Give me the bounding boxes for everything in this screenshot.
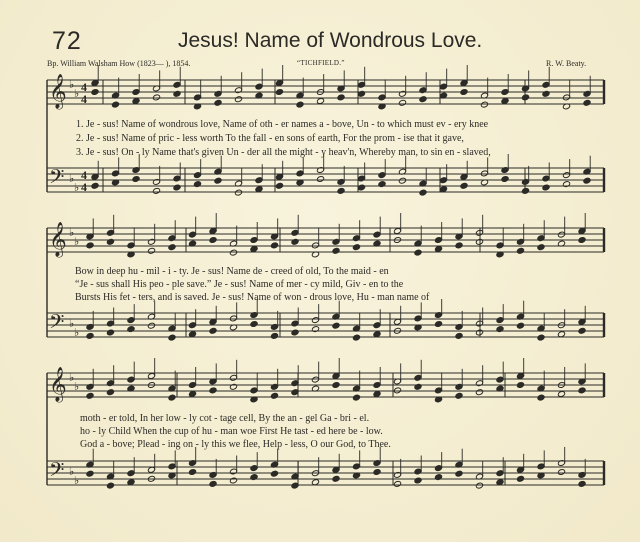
note-head: [537, 244, 545, 251]
note-head: [188, 469, 196, 476]
note-head: [434, 474, 442, 481]
note-head: [516, 382, 524, 389]
note-head: [234, 189, 242, 196]
flat-sign-icon: ♭: [69, 372, 75, 384]
note-head: [234, 96, 242, 103]
note-head: [414, 249, 422, 256]
note-head: [209, 237, 217, 244]
note-head: [373, 391, 381, 398]
note-head: [419, 189, 427, 196]
note-head: [229, 383, 237, 390]
lyric-line-verse-2: ho - ly Child When the cup of hu - man woe First He tast - ed here be - low.: [80, 426, 383, 437]
note-head: [583, 177, 591, 184]
note-head: [275, 89, 283, 96]
note-head: [316, 98, 324, 105]
note-head: [455, 392, 463, 399]
note-head: [578, 237, 586, 244]
note-head: [152, 187, 160, 194]
note-head: [332, 322, 340, 329]
note-head: [414, 477, 422, 484]
time-signature-top: 4: [81, 80, 87, 94]
note-head: [214, 177, 222, 184]
lyric-line-verse-1: 1. Je - sus! Name of wondrous love, Name of oth - er names a - bove, Un - to which must ev - ery knee: [76, 119, 489, 130]
note-head: [521, 187, 529, 194]
note-head: [475, 389, 483, 396]
note-head: [516, 247, 524, 254]
note-head: [578, 327, 586, 334]
note-head: [542, 90, 550, 97]
lyric-line-verse-2: “Je - sus shall His peo - ple save.” Je - sus! Name of mer - cy mild, Giv - en to the: [75, 279, 404, 290]
note-head: [127, 326, 135, 333]
note-head: [352, 244, 360, 251]
note-head: [516, 322, 524, 329]
flat-sign-icon: ♭: [74, 236, 80, 248]
note-head: [270, 242, 278, 249]
note-head: [501, 176, 509, 183]
note-head: [583, 99, 591, 106]
note-head: [352, 394, 360, 401]
note-head: [460, 182, 468, 189]
hymn-title: Jesus! Name of Wondrous Love.: [178, 29, 483, 52]
bass-clef-icon: 𝄢: [49, 165, 65, 193]
flat-sign-icon: ♭: [74, 475, 80, 487]
note-head: [291, 482, 299, 489]
note-head: [173, 184, 181, 191]
note-head: [188, 391, 196, 398]
treble-clef-icon: 𝄞: [49, 367, 67, 402]
note-head: [460, 89, 468, 96]
note-head: [557, 391, 565, 398]
note-head: [393, 387, 401, 394]
lyric-line-verse-1: moth - er told, In her low - ly cot - tage cell, By the an - gel Ga - bri - el.: [80, 413, 370, 424]
note-head: [270, 332, 278, 339]
note-head: [86, 242, 94, 249]
lyric-line-verse-3: God a - bove; Plead - ing on - ly this we flee, Help - less, O our God, to Thee.: [80, 439, 391, 450]
note-head: [91, 182, 99, 189]
treble-clef-icon: 𝄞: [49, 222, 67, 257]
note-head: [106, 389, 114, 396]
note-head: [352, 334, 360, 341]
note-head: [557, 469, 565, 476]
note-head: [332, 382, 340, 389]
note-head: [542, 184, 550, 191]
note-head: [168, 244, 176, 251]
treble-clef-icon: 𝄞: [49, 74, 67, 109]
note-head: [378, 181, 386, 188]
note-head: [537, 394, 545, 401]
note-head: [270, 392, 278, 399]
note-head: [480, 101, 488, 108]
note-head: [193, 181, 201, 188]
note-head: [455, 470, 463, 477]
note-head: [296, 101, 304, 108]
note-head: [316, 176, 324, 183]
lyric-line-verse-3: Bursts His fet - ters, and is saved. Je - sus! Name of won - drous love, Hu - man name of: [75, 292, 430, 303]
note-head: [393, 480, 401, 487]
lyric-line-verse-3: 3. Je - sus! On - ly Name that's given Un - der all the might - y heav'n, Whereby man, to sin en - slaved,: [76, 147, 491, 158]
note-head: [86, 332, 94, 339]
flat-sign-icon: ♭: [69, 227, 75, 239]
note-head: [209, 480, 217, 487]
note-head: [337, 94, 345, 101]
flat-sign-icon: ♭: [74, 182, 80, 194]
note-head: [398, 99, 406, 106]
note-head: [250, 321, 258, 328]
note-head: [147, 322, 155, 329]
note-head: [173, 90, 181, 97]
note-head: [496, 326, 504, 333]
note-head: [106, 482, 114, 489]
time-signature-top: 4: [81, 168, 87, 182]
note-head: [152, 94, 160, 101]
note-head: [132, 176, 140, 183]
bass-clef-icon: 𝄢: [49, 458, 65, 486]
note-head: [250, 474, 258, 481]
note-head: [229, 477, 237, 484]
note-head: [214, 99, 222, 106]
note-head: [434, 246, 442, 253]
note-head: [291, 238, 299, 245]
note-head: [537, 334, 545, 341]
note-head: [455, 242, 463, 249]
note-head: [86, 392, 94, 399]
note-head: [357, 90, 365, 97]
composer-credit: R. W. Beaty.: [546, 59, 587, 68]
time-signature-bottom: 4: [81, 180, 87, 194]
note-head: [501, 98, 509, 105]
hymn-number: 72: [52, 27, 82, 55]
note-head: [168, 334, 176, 341]
tune-name: “TICHFIELD.”: [297, 59, 345, 67]
note-head: [578, 387, 586, 394]
note-head: [275, 182, 283, 189]
flat-sign-icon: ♭: [74, 327, 80, 339]
note-head: [147, 247, 155, 254]
note-head: [562, 181, 570, 188]
note-head: [209, 387, 217, 394]
note-head: [357, 184, 365, 191]
lyric-line-verse-1: Bow in deep hu - mil - i - ty. Je - sus! Name de - creed of old, To the maid - en: [75, 266, 389, 277]
flat-sign-icon: ♭: [69, 466, 75, 478]
lyric-line-verse-2: 2. Je - sus! Name of pric - less worth To the fall - en sons of earth, For the prom - ise that it gave,: [76, 133, 464, 144]
flat-sign-icon: ♭: [69, 173, 75, 185]
note-head: [168, 394, 176, 401]
note-head: [91, 89, 99, 96]
note-head: [475, 482, 483, 489]
note-head: [332, 475, 340, 482]
note-head: [337, 187, 345, 194]
flat-sign-icon: ♭: [69, 318, 75, 330]
flat-sign-icon: ♭: [69, 79, 75, 91]
flat-sign-icon: ♭: [74, 381, 80, 393]
note-head: [270, 470, 278, 477]
author-credit: Bp. William Walsham How (1823— ), 1854.: [47, 59, 191, 68]
note-head: [291, 329, 299, 336]
note-head: [455, 332, 463, 339]
note-head: [209, 327, 217, 334]
time-signature-bottom: 4: [81, 92, 87, 106]
note-head: [86, 470, 94, 477]
note-head: [311, 326, 319, 333]
note-head: [373, 469, 381, 476]
note-head: [111, 101, 119, 108]
note-head: [132, 98, 140, 105]
note-head: [516, 475, 524, 482]
note-head: [419, 96, 427, 103]
note-head: [521, 94, 529, 101]
note-head: [229, 249, 237, 256]
note-head: [414, 383, 422, 390]
note-head: [434, 321, 442, 328]
note-head: [250, 246, 258, 253]
flat-sign-icon: ♭: [74, 88, 80, 100]
note-head: [106, 329, 114, 336]
bass-clef-icon: 𝄢: [49, 310, 65, 338]
note-head: [398, 177, 406, 184]
note-head: [578, 480, 586, 487]
note-head: [106, 238, 114, 245]
note-head: [332, 247, 340, 254]
